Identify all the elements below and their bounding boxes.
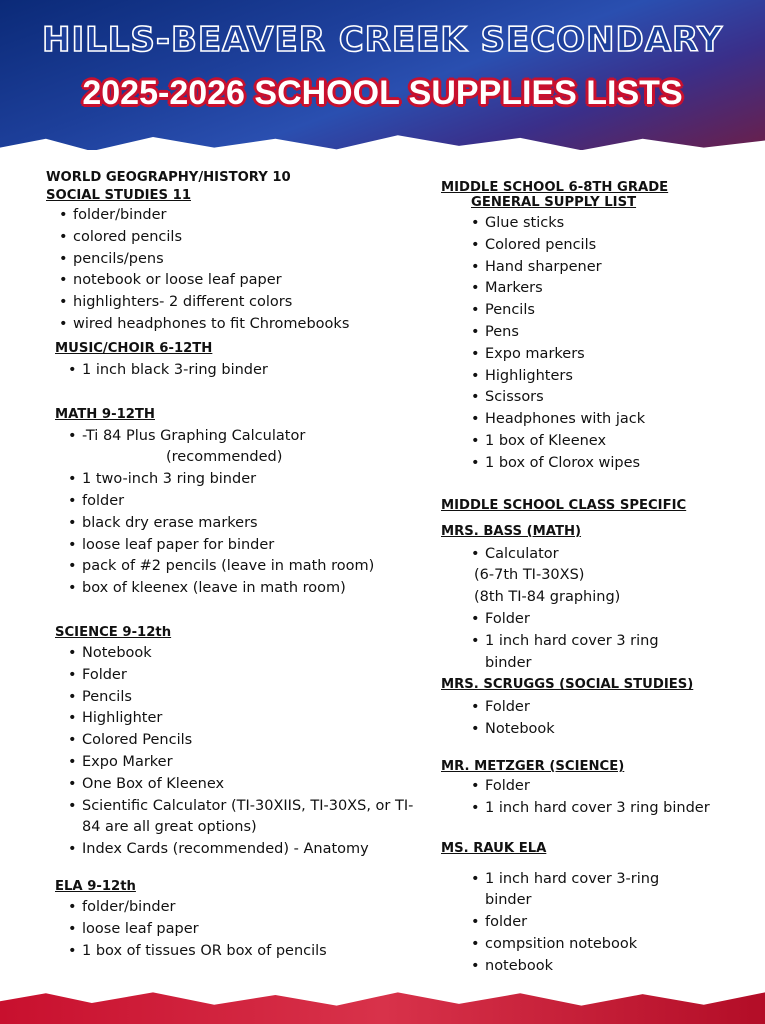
- list-item: • Pencils: [485, 300, 741, 322]
- list-item: • folder/binder: [82, 897, 426, 919]
- list-item: • Notebook: [82, 643, 426, 665]
- list-item: • Glue sticks: [485, 213, 741, 235]
- science-heading: SCIENCE 9-12th: [55, 624, 172, 640]
- rauk-list: [441, 869, 741, 978]
- bass-list: [441, 544, 741, 675]
- list-item: • Colored pencils: [485, 235, 741, 257]
- list-item: • 1 box of Kleenex: [485, 431, 741, 453]
- list-item: (recommended): [166, 449, 283, 466]
- class-specific-heading: MIDDLE SCHOOL CLASS SPECIFIC: [441, 497, 687, 513]
- ms-list: [441, 213, 741, 475]
- list-item: • Notebook: [485, 719, 741, 741]
- list-item: • colored pencils: [73, 227, 426, 249]
- list-item: • Folder: [485, 609, 741, 631]
- list-item: • notebook or loose leaf paper: [73, 270, 426, 292]
- left-column: [46, 168, 426, 962]
- ms-heading: MIDDLE SCHOOL 6-8TH GRADE: [441, 180, 669, 195]
- list-item: • 1 two-inch 3 ring binder: [82, 469, 426, 491]
- list-item: • compsition notebook: [485, 934, 741, 956]
- list-item: • Headphones with jack: [485, 409, 741, 431]
- wgh-list: [46, 205, 426, 336]
- ss11-heading: SOCIAL STUDIES 11: [46, 188, 191, 203]
- list-item: • Expo markers: [485, 344, 741, 366]
- list-item: • Highlighter: [82, 708, 426, 730]
- list-item: • 1 inch hard cover 3-ring binder: [485, 869, 685, 913]
- list-item: • Pencils: [82, 687, 426, 709]
- list-item: • 1 inch hard cover 3 ring binder: [485, 798, 741, 820]
- header-banner: [0, 0, 765, 150]
- list-item: • Folder: [485, 776, 741, 798]
- right-column: [441, 180, 741, 978]
- list-item: • Folder: [82, 665, 426, 687]
- list-item: • folder: [485, 912, 741, 934]
- list-item: • -Ti 84 Plus Graphing Calculator: [82, 426, 426, 448]
- list-item: (8th TI-84 graphing): [474, 589, 621, 606]
- school-name: HILLS-BEAVER CREEK SECONDARY: [41, 20, 723, 60]
- list-item: (6-7th TI-30XS): [474, 567, 585, 584]
- list-item: • highlighters- 2 different colors: [73, 292, 426, 314]
- list-item: • box of kleenex (leave in math room): [82, 578, 426, 600]
- music-heading: MUSIC/CHOIR 6-12TH: [55, 340, 213, 356]
- science-list: [46, 643, 426, 861]
- list-item: • Hand sharpener: [485, 257, 741, 279]
- list-item: • Calculator: [485, 544, 741, 566]
- list-item: • Markers: [485, 278, 741, 300]
- list-item: • black dry erase markers: [82, 513, 426, 535]
- ela-heading: ELA 9-12th: [55, 878, 136, 894]
- music-list: [46, 360, 426, 382]
- list-item: • loose leaf paper: [82, 919, 426, 941]
- list-item: • Scientific Calculator (TI-30XIIS, TI-30XS, or TI-84 are all great options): [82, 796, 426, 840]
- list-item: • Highlighters: [485, 366, 741, 388]
- list-item: • Index Cards (recommended) - Anatomy: [82, 839, 426, 861]
- metzger-heading: MR. METZGER (SCIENCE): [441, 758, 625, 774]
- list-item: • 1 box of tissues OR box of pencils: [82, 941, 426, 963]
- list-item: • Colored Pencils: [82, 730, 426, 752]
- list-item: • folder/binder: [73, 205, 426, 227]
- list-item: • pencils/pens: [73, 249, 426, 271]
- list-item: • pack of #2 pencils (leave in math room): [82, 556, 426, 578]
- list-item: • folder: [82, 491, 426, 513]
- list-item: • Expo Marker: [82, 752, 426, 774]
- rauk-heading: MS. RAUK ELA: [441, 840, 547, 856]
- list-item: • loose leaf paper for binder: [82, 535, 426, 557]
- list-item: • Pens: [485, 322, 741, 344]
- list-item: • Scissors: [485, 387, 741, 409]
- math-list: [46, 426, 426, 600]
- wgh-heading: WORLD GEOGRAPHY/HISTORY 10: [46, 170, 291, 185]
- math-heading: MATH 9-12TH: [55, 406, 155, 422]
- list-item: • One Box of Kleenex: [82, 774, 426, 796]
- list-item: • 1 inch black 3-ring binder: [82, 360, 426, 382]
- list-item: • 1 box of Clorox wipes: [485, 453, 741, 475]
- list-item: • 1 inch hard cover 3 ring binder: [485, 631, 685, 675]
- ms-subheading: GENERAL SUPPLY LIST: [471, 195, 637, 210]
- metzger-list: [441, 776, 741, 820]
- list-item: • Folder: [485, 697, 741, 719]
- scruggs-heading: MRS. SCRUGGS (SOCIAL STUDIES): [441, 677, 694, 693]
- list-item: • notebook: [485, 956, 741, 978]
- list-item: • wired headphones to fit Chromebooks: [73, 314, 426, 336]
- bass-heading: MRS. BASS (MATH): [441, 523, 582, 539]
- page-title: 2025-2026 SCHOOL SUPPLIES LISTS: [82, 74, 683, 112]
- scruggs-list: [441, 697, 741, 741]
- ela-list: [46, 897, 426, 962]
